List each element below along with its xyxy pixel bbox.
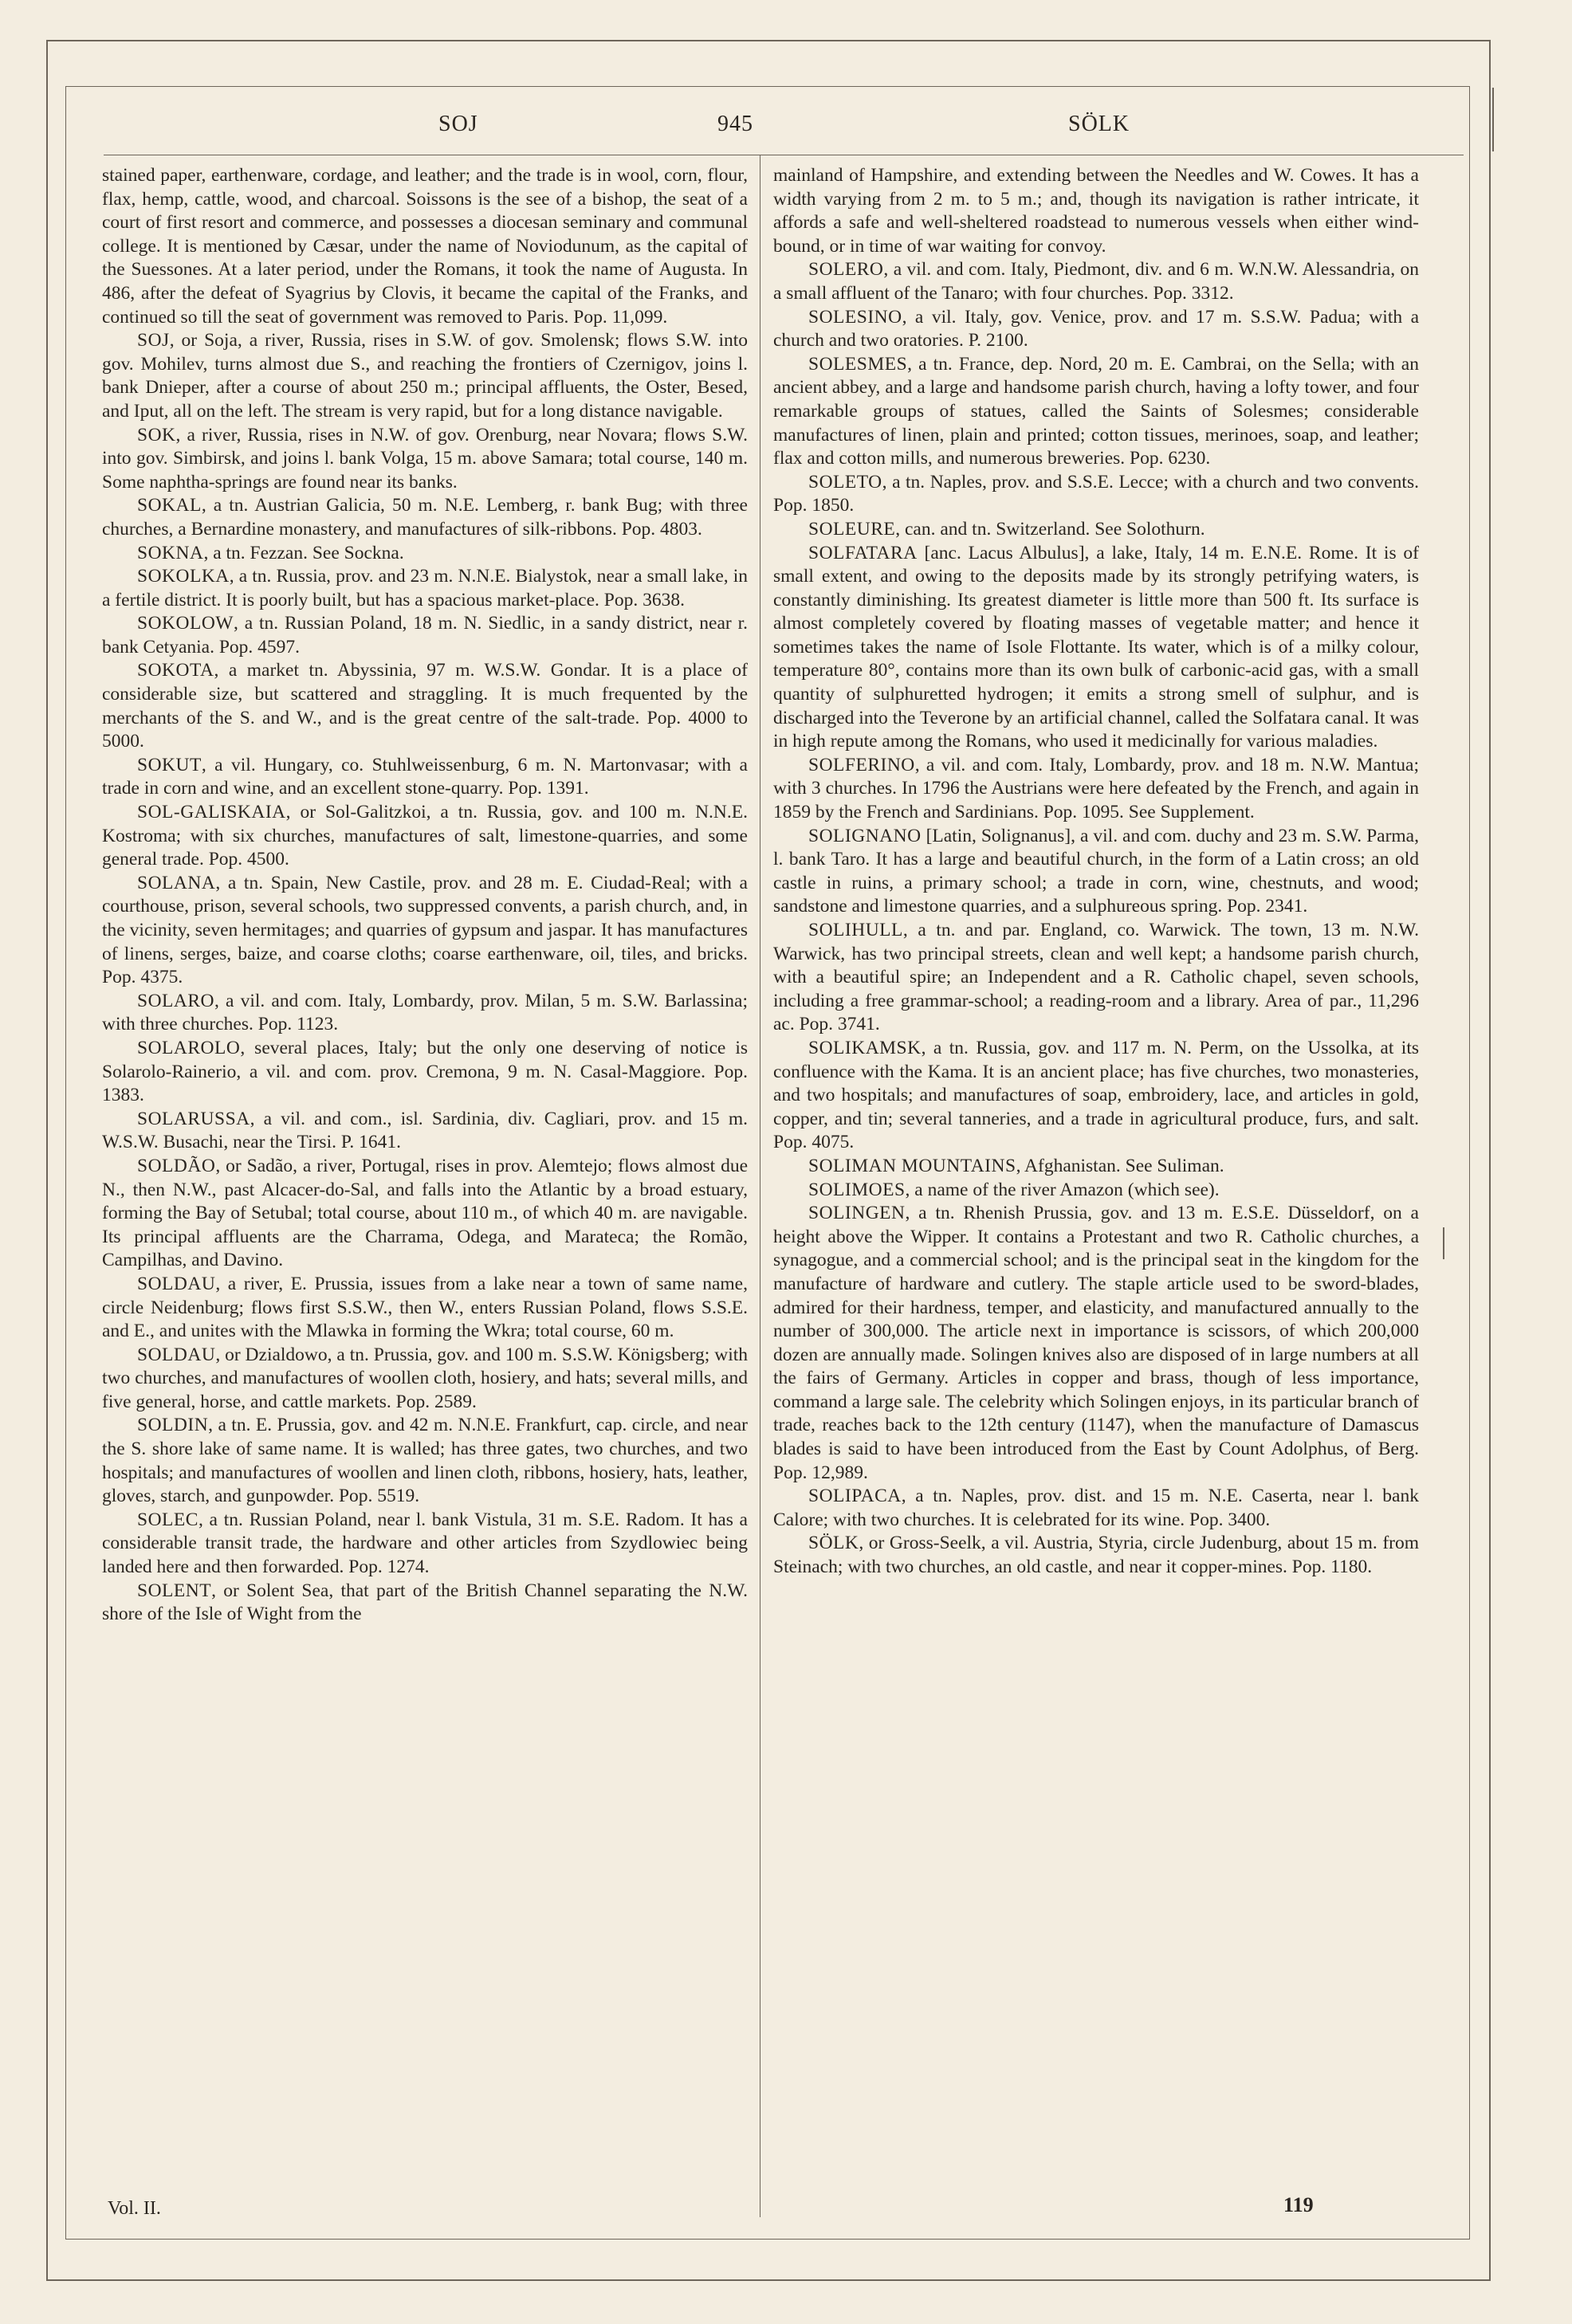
gazetteer-entry <box>773 825 1419 919</box>
entry-text: , Afghanistan. See Suliman. <box>1016 1155 1224 1176</box>
entry-headword: SOLFERINO <box>808 754 915 775</box>
gazetteer-entry <box>102 1414 748 1508</box>
entry-headword: SOLIKAMSK <box>808 1037 922 1058</box>
entry-headword: SOKOTA <box>137 660 214 681</box>
signature-mark: 119 <box>1283 2193 1314 2216</box>
entry-text: [Latin, Solignanus], a vil. and com. duchy and 23 m. S.W. Parma, l. bank Taro. It has a large and beautiful church, in the form of a Latin cross; an old castle in ruins, a primary school; a trade in corn, wine, chestnuts, and wood; sandstone and limestone quarries, and a sulphureous spring. Pop. 2341. <box>773 825 1419 917</box>
entry-text: , a vil. and com. Italy, Lombardy, prov. and 18 m. N.W. Mantua; with 3 churches. In 1796 the Austrians were here defeated by the French, and again in 1859 by the French and Sardinians. Pop. 1095. See Supplement. <box>773 754 1419 823</box>
entry-headword: SOLIGNANO <box>808 825 922 846</box>
entry-text: , can. and tn. Switzerland. See Solothurn. <box>895 518 1205 540</box>
gazetteer-entry <box>773 164 1419 258</box>
gazetteer-entry <box>102 801 748 872</box>
entry-text: , a market tn. Abyssinia, 97 m. W.S.W. Gondar. It is a place of considerable size, but scattered and straggling. It is much frequented by the merchants of the S. and W., and is the great centre of the salt-trade. Pop. 4000 to 5000. <box>102 660 748 752</box>
gazetteer-entry <box>773 353 1419 471</box>
gazetteer-entry <box>773 919 1419 1037</box>
entry-headword: SOLDAU <box>137 1344 216 1365</box>
right-column <box>773 164 1419 1580</box>
entry-text: [anc. Lacus Albulus], a lake, Italy, 14 m. E.N.E. Rome. It is of small extent, and owing to the deposits made by its strongly petrifying waters, is constantly diminishing. Its greatest diameter is little more than 500 ft. Its surface is almost completely covered by floating masses of vegetable matter; and hence it sometimes takes the name of Isole Flottante. Its water, which is of a milky colour, temperature 80°, contains more than its own bulk of carbonic-acid gas, with a small quantity of sulphuretted hydrogen; it emits a strong smell of sulphur, and is discharged into the Teverone by an artificial channel, called the Solfatara canal. It was in high repute among the Romans, who used it medicinally for various maladies. <box>773 542 1419 752</box>
entry-text: , a tn. Rhenish Prussia, gov. and 13 m. E.S.E. Düsseldorf, on a height above the Wipper. It contains a Protestant and two R. Catholic churches, a synagogue, and a commercial school; and is the principal seat in the kingdom for the manufacture of hardware and cutlery. The staple article used to be sword-blades, admired for their hardness, temper, and elasticity, and manufactured annually to the number of 300,000. The article next in importance is scissors, of which 200,000 dozen are annually made. Solingen knives also are disposed of in large numbers at all the fairs of Germany. Articles in copper and brass, though of less importance, command a large sale. The celebrity which Solingen enjoys, in its particular branch of trade, reaches back to the 12th century (1147), when the manufacture of Damascus blades is said to have been introduced from the East by Count Adolphus, of Berg. Pop. 12,989. <box>773 1203 1419 1483</box>
gazetteer-entry <box>773 1179 1419 1203</box>
gazetteer-entry <box>102 1580 748 1627</box>
entry-headword: SOLERO <box>808 259 884 281</box>
entry-text: , or Dzialdowo, a tn. Prussia, gov. and 100 m. S.S.W. Königsberg; with two churches, and manufactures of woollen cloth, hosiery, and hats; several mills, and five general, horse, and cattle markets. Pop. 2589. <box>102 1344 748 1412</box>
entry-text: , a vil. Hungary, co. Stuhlweissenburg, 6 m. N. Martonvasar; with a trade in corn and wine, and an excellent stone-quarry. Pop. 1391. <box>102 754 748 799</box>
gazetteer-entry <box>773 306 1419 353</box>
gazetteer-entry <box>102 659 748 753</box>
left-running-head: SOJ <box>438 112 478 136</box>
entry-text: , a vil. Italy, gov. Venice, prov. and 17 m. S.S.W. Padua; with a church and two oratories. P. 2100. <box>773 306 1419 351</box>
entry-headword: SOLESINO <box>808 306 902 328</box>
gazetteer-entry <box>102 1273 748 1344</box>
entry-headword: SOLIHULL <box>808 920 903 940</box>
entry-headword: SOLEURE <box>808 518 896 540</box>
entry-text: , a name of the river Amazon (which see). <box>905 1179 1220 1200</box>
entry-text: , or Soja, a river, Russia, rises in S.W. of gov. Smolensk; flows S.W. into gov. Mohilev, turns almost due S., and reaching the frontiers of Czernigov, joins l. bank Dnieper, after a course of about 250 m.; principal affluents, the Oster, Besed, and Iput, all on the left. The stream is very rapid, but for a long distance navigable. <box>102 330 748 422</box>
gazetteer-entry <box>773 518 1419 542</box>
entry-headword: SOLDAU <box>137 1273 216 1294</box>
entry-text: , a tn. Russia, gov. and 117 m. N. Perm, on the Ussolka, at its confluence with the Kama. It is an ancient place; has five churches, two monasteries, and two hospitals; and manufactures of soap, embroidery, lace, and articles in gold, copper, and tin; several tanneries, and a trade in agricultural produce, furs, and salt. Pop. 4075. <box>773 1037 1419 1153</box>
entry-text: , a tn. France, dep. Nord, 20 m. E. Cambrai, on the Sella; with an ancient abbey, and a large and handsome parish church, having a lofty tower, and four remarkable groups of statues, called the Saints of Solesmes; considerable manufactures of linen, plain and printed; cotton tissues, merinoes, soap, and leather; flax and cotton mills, and numerous breweries. Pop. 6230. <box>773 353 1419 469</box>
entry-text: , or Sol-Galitzkoi, a tn. Russia, gov. and 100 m. N.N.E. Kostroma; with six churches, manufactures of salt, limestone-quarries, and some general trade. Pop. 4500. <box>102 802 748 870</box>
entry-text: , a vil. and com. Italy, Lombardy, prov. Milan, 5 m. S.W. Barlassina; with three churches. Pop. 1123. <box>102 990 748 1035</box>
entry-headword: SOLIMOES <box>808 1179 906 1200</box>
page-number: 945 <box>717 112 753 136</box>
gazetteer-entry <box>102 1108 748 1155</box>
entry-headword: SOJ <box>137 330 170 351</box>
entry-headword: SOLDÃO <box>137 1155 216 1176</box>
entry-text: , a tn. Fezzan. See Sockna. <box>203 542 404 563</box>
entry-headword: SOLAROLO <box>137 1037 241 1058</box>
entry-text: , a tn. Russian Poland, near l. bank Vistula, 31 m. S.E. Radom. It has a considerable transit trade, the hardware and other articles from Szydlowiec being landed here and then forwarded. Pop. 1274. <box>102 1509 748 1578</box>
entry-headword: SOLENT <box>137 1580 212 1601</box>
gazetteer-entry <box>773 1532 1419 1579</box>
gazetteer-entry <box>102 990 748 1037</box>
entry-text: , or Gross-Seelk, a vil. Austria, Styria, circle Judenburg, about 15 m. from Steinach; with two churches, an old castle, and near it copper-mines. Pop. 1180. <box>773 1533 1419 1578</box>
entry-headword: SOLEC <box>137 1509 198 1530</box>
volume-label: Vol. II. <box>108 2198 161 2219</box>
entry-text: , a tn. Spain, New Castile, prov. and 28 m. E. Ciudad-Real; with a courthouse, prison, several schools, two suppressed convents, a parish church, and, in the vicinity, seven hermitages; and quarries of gypsum and jaspar. It has manufactures of linens, serges, baize, and coarse cloths; coarse earthenware, oil, tiles, and bricks. Pop. 4375. <box>102 872 748 988</box>
entry-headword: SOKUT <box>137 754 202 775</box>
margin-mark <box>1443 1227 1444 1259</box>
entry-text: , a vil. and com., isl. Sardinia, div. Cagliari, prov. and 15 m. W.S.W. Busachi, near the Tirsi. P. 1641. <box>102 1108 748 1153</box>
entry-headword: SOL-GALISKAIA <box>137 802 286 823</box>
gazetteer-entry <box>102 565 748 612</box>
gazetteer-entry <box>102 424 748 495</box>
entry-headword: SOLARUSSA <box>137 1108 250 1129</box>
gazetteer-entry <box>773 471 1419 518</box>
gazetteer-entry <box>102 494 748 541</box>
entry-text: , or Sadão, a river, Portugal, rises in prov. Alemtejo; flows almost due N., then N.W., past Alcacer-do-Sal, and falls into the Atlantic by a broad estuary, forming the Bay of Setubal; total course, about 110 m., of which 40 m. are navigable. Its principal affluents are the Charrama, Odega, and Marateca; the Romão, Campilhas, and Davino. <box>102 1155 748 1271</box>
gazetteer-entry <box>773 1202 1419 1485</box>
gazetteer-entry <box>773 542 1419 754</box>
entry-text: , a tn. and par. England, co. Warwick. The town, 13 m. N.W. Warwick, has two principal streets, clean and well kept; a handsome parish church, with a beautiful spire; an Independent and a R. Catholic chapel, seven schools, including a free grammar-school; a reading-room and a library. Area of par., 11,296 ac. Pop. 3741. <box>773 920 1419 1035</box>
margin-mark <box>1492 88 1494 151</box>
gazetteer-entry <box>773 1485 1419 1532</box>
gazetteer-entry <box>773 1155 1419 1179</box>
entry-text: , a tn. Russian Poland, 18 m. N. Siedlic, in a sandy district, near r. bank Cetyania. Pop. 4597. <box>102 613 748 658</box>
entry-text: , a tn. Naples, prov. and S.S.E. Lecce; with a church and two convents. Pop. 1850. <box>773 471 1419 516</box>
entry-headword: SOKOLKA <box>137 566 230 587</box>
gazetteer-entry <box>773 754 1419 825</box>
entry-text: , a tn. E. Prussia, gov. and 42 m. N.N.E. Frankfurt, cap. circle, and near the S. shore lake of same name. It is walled; has three gates, two churches, and two hospitals; and manufactures of woollen and linen cloth, ribbons, hosiery, hats, leather, gloves, starch, and gunpowder. Pop. 5519. <box>102 1415 748 1507</box>
entry-text: , a tn. Austrian Galicia, 50 m. N.E. Lemberg, r. bank Bug; with three churches, a Bernardine monastery, and manufactures of silk-ribbons. Pop. 4803. <box>102 495 748 540</box>
entry-text: stained paper, earthenware, cordage, and leather; and the trade is in wool, corn, flour, flax, hemp, cattle, wood, and charcoal. Soissons is the see of a bishop, the seat of a court of first resort and commerce, and possesses a diocesan seminary and communal college. It is mentioned by Cæsar, under the name of Noviodunum, as the capital of the Suessones. At a later period, under the Romans, it took the name of Augusta. In 486, after the defeat of Syagrius by Clovis, it became the capital of the Franks, and continued so till the seat of government was removed to Paris. Pop. 11,099. <box>102 165 748 328</box>
entry-headword: SOLETO <box>808 471 882 493</box>
gazetteer-entry <box>102 164 748 329</box>
entry-text: mainland of Hampshire, and extending between the Needles and W. Cowes. It has a width varying from 2 m. to 5 m.; and, though its navigation is rather intricate, it affords a safe and well-sheltered roadstead to numerous vessels when either wind-bound, or in time of war waiting for convoy. <box>773 165 1419 257</box>
gazetteer-entry <box>102 872 748 990</box>
entry-text: , several places, Italy; but the only one deserving of notice is Solarolo-Rainerio, a vil. and com. prov. Cremona, 9 m. N. Casal-Maggiore. Pop. 1383. <box>102 1037 748 1106</box>
entry-headword: SOK <box>137 424 176 446</box>
gazetteer-entry <box>102 1344 748 1415</box>
gazetteer-entry <box>102 1037 748 1108</box>
entry-headword: SOLIMAN MOUNTAINS <box>808 1155 1016 1176</box>
entry-text: , or Solent Sea, that part of the British Channel separating the N.W. shore of the Isle of Wight from the <box>102 1580 748 1625</box>
entry-text: , a tn. Naples, prov. dist. and 15 m. N.E. Caserta, near l. bank Calore; with two churches. It is celebrated for its wine. Pop. 3400. <box>773 1486 1419 1530</box>
entry-headword: SOLESMES <box>808 353 908 375</box>
gazetteer-entry <box>102 754 748 801</box>
gazetteer-entry <box>773 1037 1419 1155</box>
entry-headword: SOLDIN <box>137 1415 209 1436</box>
entry-text: , a vil. and com. Italy, Piedmont, div. and 6 m. W.N.W. Alessandria, on a small affluent of the Tanaro; with four churches. Pop. 3312. <box>773 259 1419 304</box>
left-column <box>102 164 748 1627</box>
entry-headword: SÖLK <box>808 1533 859 1554</box>
right-running-head: SÖLK <box>1068 112 1130 136</box>
entry-text: , a river, Russia, rises in N.W. of gov. Orenburg, near Novara; flows S.W. into gov. Simbirsk, and joins l. bank Volga, 15 m. above Samara; total course, 140 m. Some naphtha-springs are found near its banks. <box>102 424 748 493</box>
gazetteer-entry <box>102 542 748 566</box>
entry-headword: SOLANA <box>137 872 216 893</box>
running-header <box>104 112 1459 143</box>
entry-text: , a tn. Russia, prov. and 23 m. N.N.E. Bialystok, near a small lake, in a fertile district. It is poorly built, but has a spacious market-place. Pop. 3638. <box>102 566 748 610</box>
gazetteer-entry <box>102 1155 748 1273</box>
entry-headword: SOKAL <box>137 495 202 516</box>
gazetteer-entry <box>102 1509 748 1580</box>
entry-text: , a river, E. Prussia, issues from a lake near a town of same name, circle Neidenburg; flows first S.S.W., then W., enters Russian Poland, flows S.S.E. and E., and unites with the Mlawka in forming the Wkra; total course, 60 m. <box>102 1273 748 1342</box>
entry-headword: SOLFATARA <box>808 542 918 563</box>
gazetteer-entry <box>773 258 1419 305</box>
entry-headword: SOKOLOW <box>137 613 234 634</box>
entry-headword: SOLIPACA <box>808 1486 902 1507</box>
gazetteer-entry <box>102 612 748 659</box>
gazetteer-entry <box>102 329 748 423</box>
entry-headword: SOLINGEN <box>808 1203 906 1224</box>
entry-headword: SOKNA <box>137 542 204 563</box>
entry-headword: SOLARO <box>137 990 215 1011</box>
